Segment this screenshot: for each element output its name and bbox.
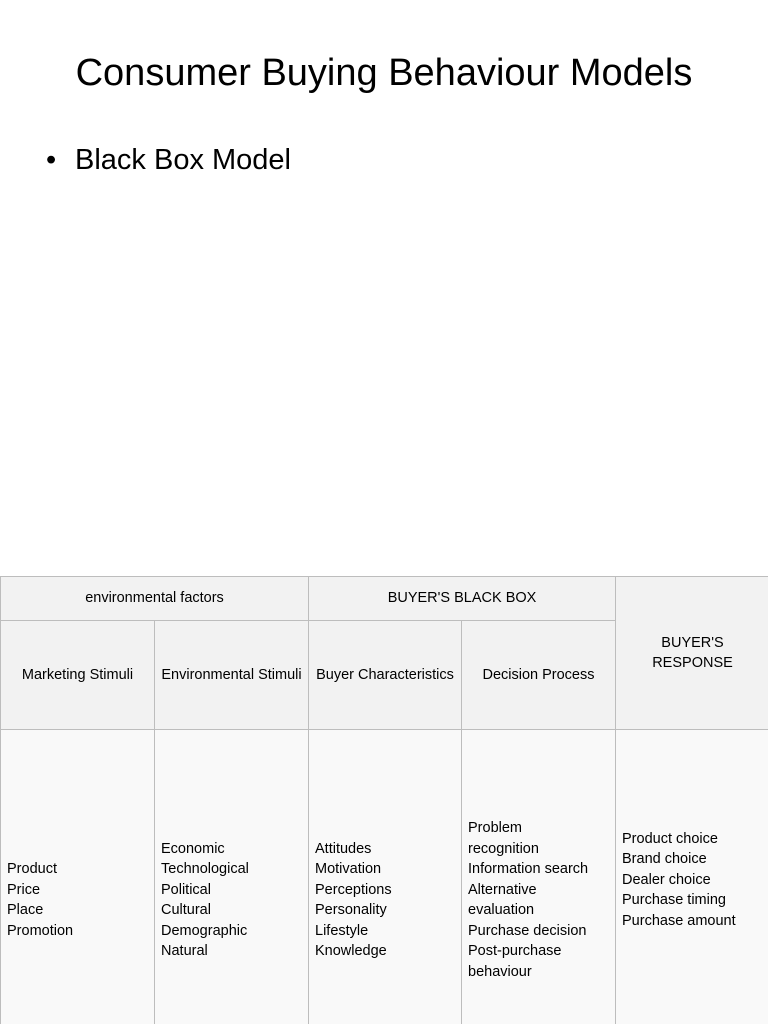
list-item: Information search: [468, 861, 589, 877]
list-item: Product: [7, 861, 57, 877]
buyer-characteristics-header: Buyer Characteristics: [309, 621, 462, 730]
buyers-black-box-header: BUYER'S BLACK BOX: [309, 577, 616, 621]
list-item: Cultural: [161, 902, 211, 918]
marketing-stimuli-header: Marketing Stimuli: [1, 621, 155, 730]
environmental-stimuli-cell: [155, 730, 309, 1024]
list-item: behaviour: [468, 963, 532, 980]
environmental-stimuli-header: Environmental Stimuli: [155, 621, 309, 730]
list-item: Promotion: [7, 922, 74, 939]
bullet-item: [46, 141, 291, 179]
list-item: Price: [7, 881, 41, 898]
list-item: Purchase amount: [622, 912, 736, 929]
black-box-model-table: [0, 576, 768, 1024]
list-item: Personality: [315, 902, 387, 918]
list-item: Technological: [161, 861, 249, 877]
list-item: Purchase timing: [622, 892, 726, 909]
list-item: Lifestyle: [315, 922, 369, 939]
list-item: Perceptions: [315, 881, 392, 898]
list-item: Alternative: [468, 881, 537, 898]
list-item: Political: [161, 881, 211, 898]
list-item: recognition: [468, 840, 539, 857]
list-item: Attitudes: [315, 840, 372, 857]
marketing-stimuli-cell: [1, 730, 155, 1024]
list-item: evaluation: [468, 902, 535, 918]
buyer-characteristics-cell: [309, 730, 462, 1024]
decision-process-header: Decision Process: [462, 621, 616, 730]
decision-process-cell: [462, 730, 616, 1024]
list-item: Demographic: [161, 922, 248, 939]
list-item: Motivation: [315, 861, 382, 877]
list-item: Product choice: [622, 830, 718, 847]
table-row: [1, 577, 768, 621]
table-row: [1, 730, 768, 1024]
list-item: Dealer choice: [622, 871, 711, 888]
list-item: Place: [7, 902, 44, 918]
environmental-factors-header: environmental factors: [1, 577, 309, 621]
bullet-text: Black Box Model: [75, 144, 291, 176]
list-item: Knowledge: [315, 943, 387, 959]
buyers-response-header: BUYER'S RESPONSE: [616, 577, 768, 730]
list-item: Economic: [161, 840, 225, 857]
bullet-symbol: •: [46, 144, 57, 176]
list-item: Purchase decision: [468, 922, 587, 939]
buyers-response-cell: [616, 730, 768, 1024]
list-item: Natural: [161, 943, 208, 959]
list-item: Brand choice: [622, 851, 707, 868]
slide-title: Consumer Buying Behaviour Models: [75, 52, 693, 94]
list-item: Post-purchase: [468, 943, 562, 959]
list-item: Problem: [468, 820, 522, 836]
